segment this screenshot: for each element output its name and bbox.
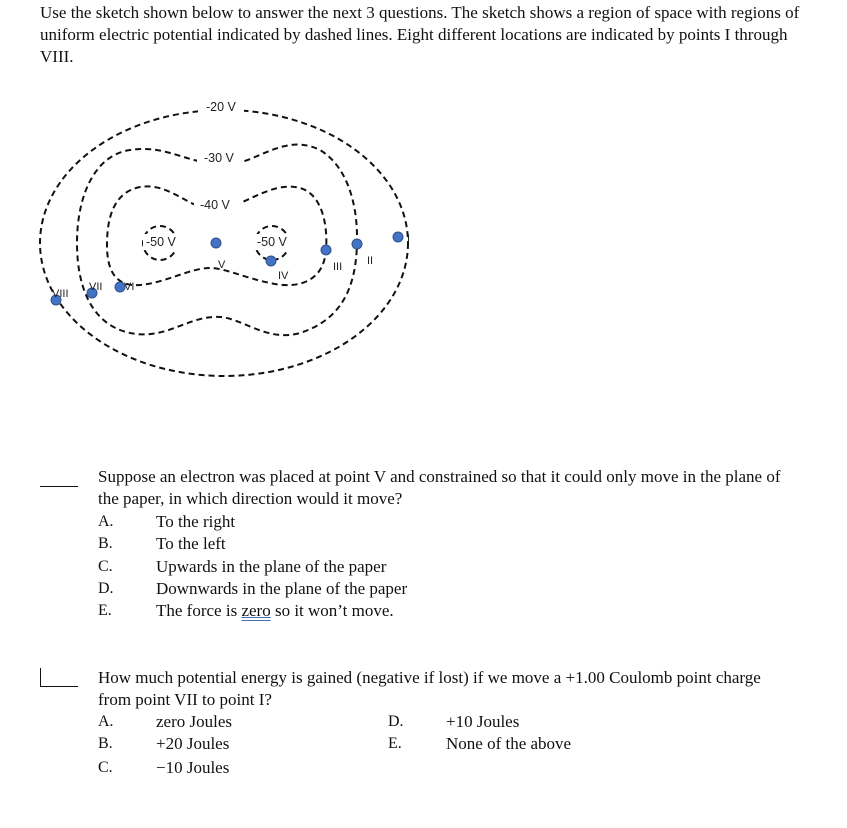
point-ii-marker xyxy=(352,239,362,249)
point-iv-marker xyxy=(266,256,276,266)
q2-option-b: +20 Joules xyxy=(156,734,230,753)
label-minus-40v: -40 V xyxy=(200,198,230,212)
q1-option-b: To the left xyxy=(156,534,226,553)
point-iii-label: III xyxy=(333,261,343,273)
equipotential-sketch xyxy=(0,88,430,388)
point-viii-label: VIII xyxy=(52,288,69,300)
point-v-marker xyxy=(211,238,221,248)
point-vi-label: VI xyxy=(124,281,135,293)
answer-blank-q2-tick xyxy=(40,668,41,686)
q1-option-a-letter: A. xyxy=(98,513,114,530)
point-vii-label: VII xyxy=(89,281,103,293)
question1-stem: Suppose an electron was placed at point V and constrained so that it could only move in the plane of the paper, in which direction would it move? xyxy=(98,467,781,508)
q1-option-e-text-end: so it won’t move. xyxy=(270,601,394,620)
point-iii-marker xyxy=(321,245,331,255)
point-i-label: I xyxy=(407,233,411,245)
instructions-paragraph: Use the sketch shown below to answer the next 3 questions. The sketch shows a region of space with regions of uniform electric potential indicated by dashed lines. Eight different locations are indicated by points I through VIII. xyxy=(40,3,800,66)
q1-option-e xyxy=(156,600,394,622)
point-iv-label: IV xyxy=(278,270,289,282)
q2-option-e: None of the above xyxy=(446,734,572,753)
label-minus-30v: -30 V xyxy=(204,151,234,165)
answer-blank-q1[interactable] xyxy=(40,486,78,487)
q1-option-d: Downwards in the plane of the paper xyxy=(156,579,408,598)
q1-option-c: Upwards in the plane of the paper xyxy=(156,557,387,576)
q2-option-e-letter: E. xyxy=(388,735,402,752)
q2-option-b-letter: B. xyxy=(98,735,113,752)
q2-option-a: zero Joules xyxy=(156,712,233,731)
q2-option-c-letter: C. xyxy=(98,759,113,776)
q2-option-d: +10 Joules xyxy=(446,712,520,731)
q1-option-b-letter: B. xyxy=(98,535,113,552)
point-v-label: V xyxy=(218,259,226,271)
point-i-marker xyxy=(393,232,403,242)
q2-option-c: −10 Joules xyxy=(156,758,230,777)
q1-option-e-text-start: The force is xyxy=(156,601,242,620)
q1-option-e-letter: E. xyxy=(98,602,112,619)
q1-option-e-marked-word: zero xyxy=(241,601,271,620)
question2-stem: How much potential energy is gained (negative if lost) if we move a +1.00 Coulomb point charge from point VII to point I? xyxy=(98,668,761,709)
point-ii-label: II xyxy=(367,255,374,267)
label-minus-50v-left: -50 V xyxy=(146,235,176,249)
q1-option-a: To the right xyxy=(156,512,236,531)
q1-option-c-letter: C. xyxy=(98,558,113,575)
label-minus-20v: -20 V xyxy=(206,100,236,114)
q2-option-a-letter: A. xyxy=(98,713,114,730)
answer-blank-q2[interactable] xyxy=(40,686,78,687)
q1-option-d-letter: D. xyxy=(98,580,114,597)
label-minus-50v-right: -50 V xyxy=(257,235,287,249)
q2-option-d-letter: D. xyxy=(388,713,404,730)
